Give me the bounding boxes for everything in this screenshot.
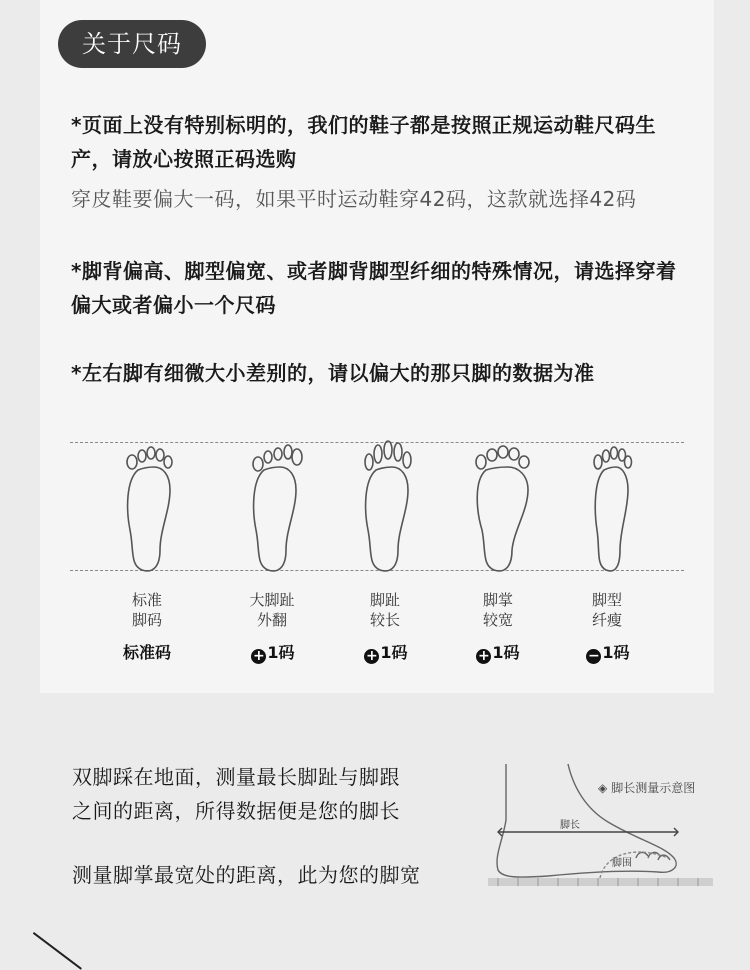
foot-wide-icon: [470, 440, 534, 574]
minus-icon: −: [588, 648, 600, 664]
svg-text:脚围: 脚围: [612, 858, 632, 869]
note-special-foot: *脚背偏高、脚型偏宽、或者脚背脚型纤细的特殊情况，请选择穿着偏大或者偏小一个尺码: [71, 259, 677, 317]
size-advice-slim: − 1码: [588, 643, 630, 664]
size-advice-standard: 标准码: [122, 643, 171, 662]
plus-icon: +: [366, 648, 378, 664]
foot-slim-icon: [580, 440, 644, 574]
foot-measure-diagram: [488, 760, 713, 890]
foot-long-toes-icon: [356, 440, 420, 574]
measure-length-line1: 双脚踩在地面，测量最长脚趾与脚跟: [72, 765, 400, 789]
foot-label-bunion: 大脚趾 外翻: [249, 591, 295, 629]
foot-standard-icon: [118, 440, 182, 574]
plus-icon: +: [253, 648, 265, 664]
decorative-slash: [33, 932, 82, 970]
plus-icon: +: [478, 648, 490, 664]
foot-label-wide: 脚掌 较宽: [482, 591, 513, 629]
foot-bunion-icon: [244, 440, 308, 574]
foot-label-standard: 标准 脚码: [131, 591, 162, 629]
size-advice-long-toes: + 1码: [366, 643, 408, 664]
note-standard-size: *页面上没有特别标明的，我们的鞋子都是按照正规运动鞋尺码生产，请放心按照正码选购: [71, 113, 656, 171]
foot-label-long-toes: 脚趾 较长: [369, 591, 400, 629]
note-leather-shoes: 穿皮鞋要偏大一码，如果平时运动鞋穿42码，这款就选择42码: [71, 187, 637, 211]
diagram-legend: ◈ 脚长测量示意图: [598, 781, 696, 795]
measure-length-line2: 之间的距离，所得数据便是您的脚长: [72, 799, 400, 823]
size-advice-bunion: + 1码: [253, 643, 295, 664]
section-title: 关于尺码: [58, 20, 206, 68]
svg-text:脚长: 脚长: [560, 820, 580, 831]
measure-width-text: 测量脚掌最宽处的距离，此为您的脚宽: [72, 863, 421, 887]
diamond-icon: ◈: [598, 781, 608, 795]
size-advice-wide: + 1码: [478, 643, 520, 664]
foot-label-slim: 脚型 纤瘦: [591, 591, 622, 629]
note-uneven-feet: *左右脚有细微大小差别的，请以偏大的那只脚的数据为准: [71, 361, 595, 385]
